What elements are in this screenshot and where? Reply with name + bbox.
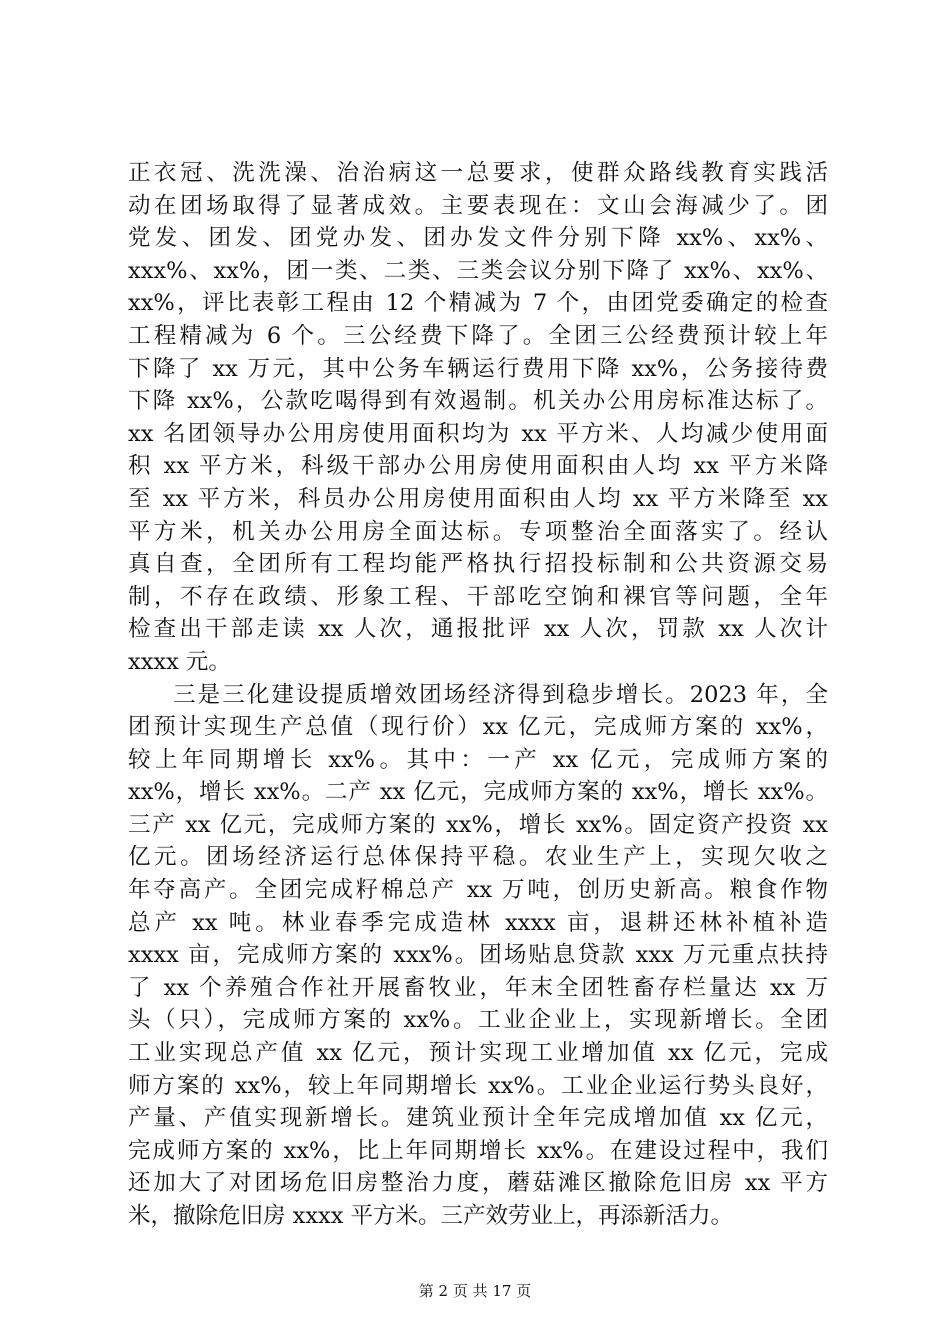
text-line: 米，撤除危旧房 xxxx 平方米。三产效劳业上，再添新活力。 [128,1203,734,1229]
text-line: 总产 xx 吨。林业春季完成造林 xxxx 亩，退耕还林补植补造 [128,909,828,936]
text-line: 头（只），完成师方案的 xx%。工业企业上，实现新增长。全团 [128,1007,828,1034]
text-line: 至 xx 平方米，科员办公用房使用面积由人均 xx 平方米降至 xx [128,485,828,512]
text-line: 团预计实现生产总值（现行价）xx 亿元，完成师方案的 xx%， [128,714,828,741]
text-line: 下降 xx%，公款吃喝得到有效遏制。机关办公用房标准达标了。 [128,388,828,415]
document-body [128,157,828,1233]
text-line: 完成师方案的 xx%，比上年同期增长 xx%。在建设过程中，我们 [128,1137,828,1164]
text-line: 了 xx 个养殖合作社开展畜牧业，年末全团牲畜存栏量达 xx 万 [128,974,828,1001]
text-line: 制，不存在政绩、形象工程、干部吃空饷和裸官等问题，全年 [128,583,828,610]
text-line: xxxx 元。 [128,648,231,675]
text-line: 较上年同期增长 xx%。其中：一产 xx 亿元，完成师方案的 [128,746,828,773]
text-line: 积 xx 平方米，科级干部办公用房使用面积由人均 xx 平方米降 [128,453,828,480]
text-line: 年夺高产。全团完成籽棉总产 xx 万吨，创历史新高。粮食作物 [128,877,828,904]
text-line: 亿元。团场经济运行总体保持平稳。农业生产上，实现欠收之 [128,844,828,871]
text-line: 正衣冠、洗洗澡、治治病这一总要求，使群众路线教育实践活 [128,160,828,186]
text-line: 下降了 xx 万元，其中公务车辆运行费用下降 xx%，公务接待费 [128,355,828,382]
text-line: 动在团场取得了显著成效。主要表现在：文山会海减少了。团 [128,192,828,219]
text-line: 真自查，全团所有工程均能严格执行招投标制和公共资源交易 [128,551,828,578]
text-line: 产量、产值实现新增长。建筑业预计全年完成增加值 xx 亿元， [128,1105,828,1132]
text-line: 检查出干部走读 xx 人次，通报批评 xx 人次，罚款 xx 人次计 [128,616,828,643]
paragraph-2 [128,679,828,1233]
text-line: 工业实现总产值 xx 亿元，预计实现工业增加值 xx 亿元，完成 [128,1040,828,1067]
text-line: 党发、团发、团党办发、团办发文件分别下降 xx%、xx%、 [128,225,828,252]
text-line: 平方米，机关办公用房全面达标。专项整治全面落实了。经认 [128,518,828,545]
paragraph-1 [128,157,828,679]
text-line: 还加大了对团场危旧房整治力度，蘑菇滩区撤除危旧房 xx 平方 [128,1170,828,1197]
text-line: 师方案的 xx%，较上年同期增长 xx%。工业企业运行势头良好， [128,1072,828,1099]
text-line: xxxx 亩，完成师方案的 xxx%。团场贴息贷款 xxx 万元重点扶持 [128,942,828,969]
text-line: xx 名团领导办公用房使用面积均为 xx 平方米、人均减少使用面 [128,420,828,447]
text-line: xx%，增长 xx%。二产 xx 亿元，完成师方案的 xx%，增长 xx%。 [128,779,828,806]
text-line: xxx%、xx%，团一类、二类、三类会议分别下降了 xx%、xx%、 [128,257,828,284]
text-line: xx%，评比表彰工程由 12 个精减为 7 个，由团党委确定的检查 [128,290,828,317]
text-line: 三是三化建设提质增效团场经济得到稳步增长。2023 年，全 [173,681,828,708]
page-number-footer: 第 2 页 共 17 页 [418,1282,532,1300]
text-line: 工程精减为 6 个。三公经费下降了。全团三公经费预计较上年 [128,322,828,349]
text-line: 三产 xx 亿元，完成师方案的 xx%，增长 xx%。固定资产投资 xx [128,811,828,838]
